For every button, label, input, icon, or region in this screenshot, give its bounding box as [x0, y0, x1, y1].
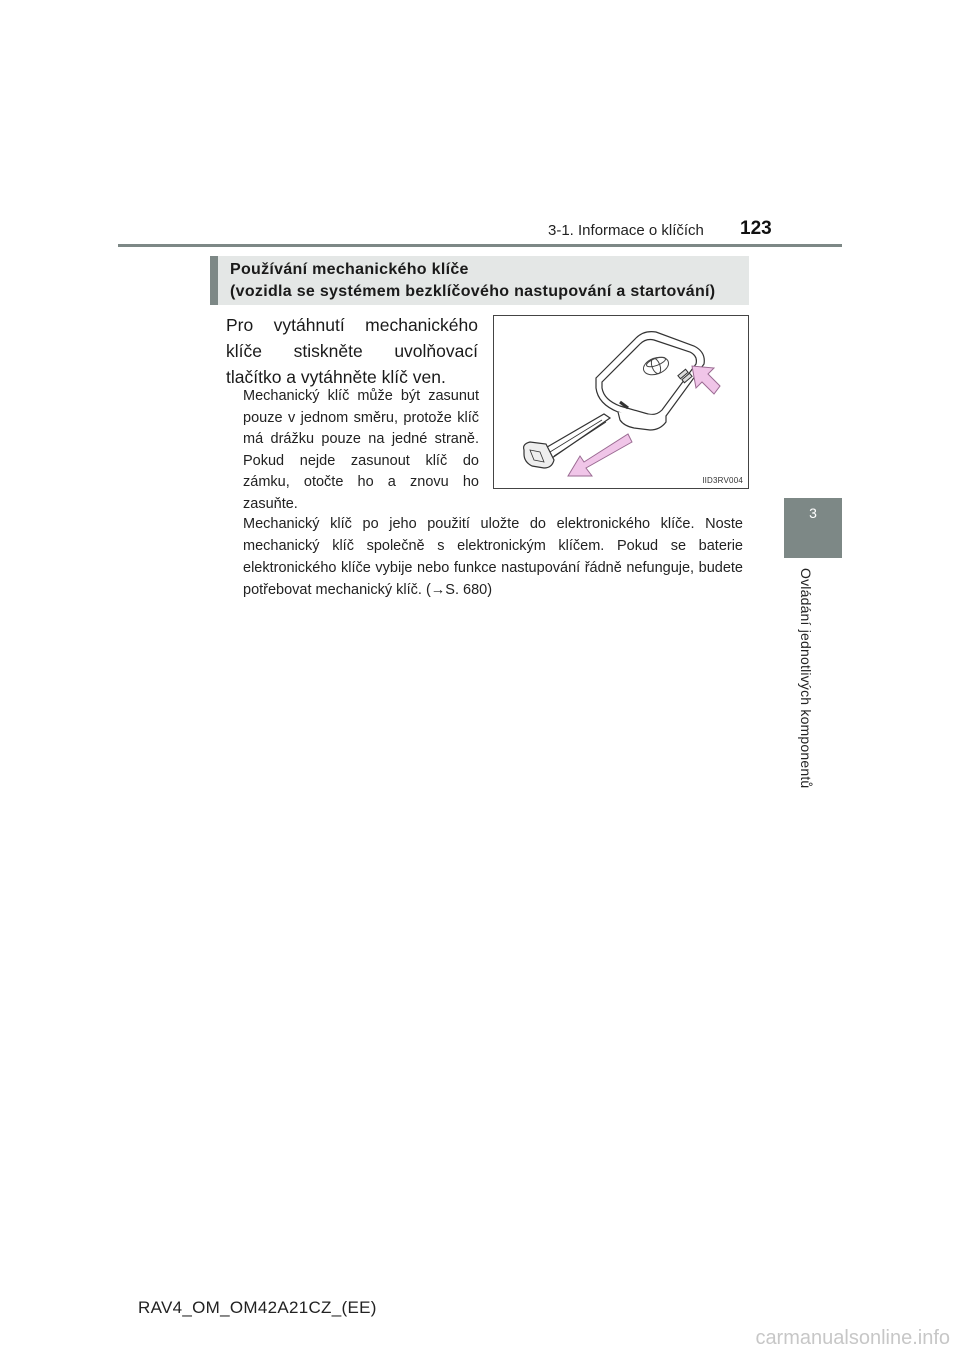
chapter-tab[interactable] [784, 498, 842, 558]
key-illustration [493, 315, 749, 489]
section-title-line2: (vozidla se systémem bezklíčového nastupování a startování) [230, 283, 716, 300]
note-insert-direction: Mechanický klíč může být zasunut pouze v jednom směru, protože klíč má drážku pouze na jedné straně. Pokud nejde zasunout klíč do zámku, otočte ho a znovu ho zasuňte. [243, 388, 479, 512]
chapter-title-vertical: Ovládání jednotlivých komponentů [798, 568, 814, 789]
key-removal-drawing [494, 316, 748, 488]
header-rule [118, 244, 842, 247]
key-fob [596, 332, 704, 430]
header-section-title: 3-1. Informace o klíčích [548, 222, 704, 239]
watermark[interactable]: carmanualsonline.info [755, 1327, 950, 1349]
main-instruction: Pro vytáhnutí mechanického klíče stiskněte uvolňovací tlačítko a vytáhněte klíč ven. [226, 315, 478, 387]
chapter-number: 3 [809, 505, 817, 521]
page-number: 123 [740, 218, 772, 239]
illustration-code: IID3RV004 [702, 476, 743, 485]
section-heading-box [210, 256, 749, 305]
section-title-line1: Používání mechanického klíče [230, 261, 469, 278]
press-arrow-icon [692, 366, 720, 394]
note-storage: Mechanický klíč po jeho použití uložte do elektronického klíče. Noste mechanický klíč společně s elektronickým klíčem. Pokud se baterie elektronického klíče vybije nebo funkce nastupování řádně nefunguje, budete potřebovat mechanický klíč. (→S. 680) [243, 516, 743, 598]
footer-doc-code: RAV4_OM_OM42A21CZ_(EE) [138, 1298, 377, 1317]
